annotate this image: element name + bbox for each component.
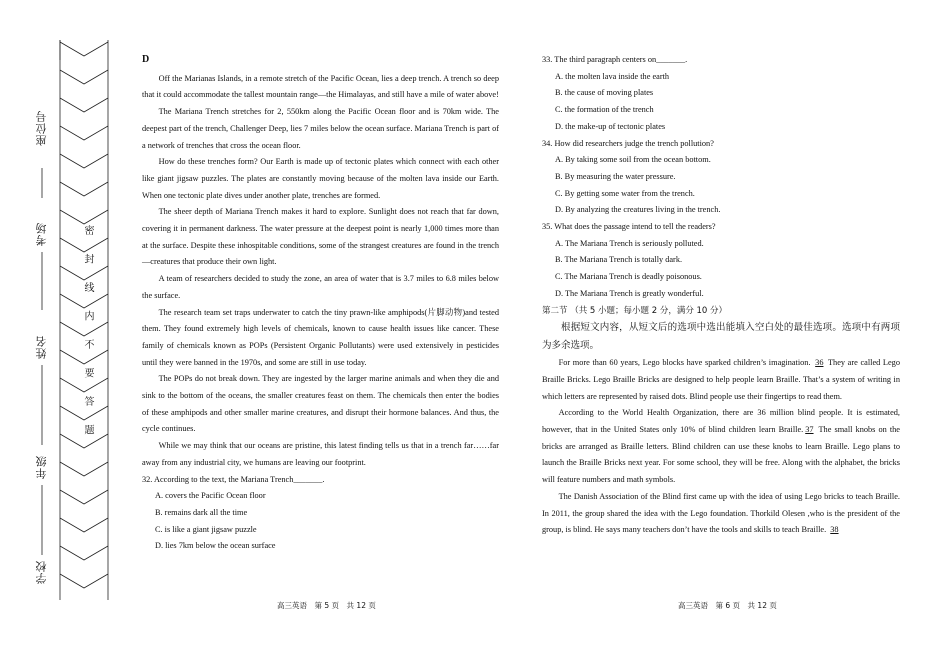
name-line [40, 365, 44, 445]
question-33-option-b: B. the cause of moving plates [555, 88, 654, 98]
question-35-option-c: C. The Mariana Trench is deadly poisonous. [555, 272, 702, 282]
passage-paragraph: While we may think that our oceans are pristine, this latest finding tells us that in a trench far……far away from any industrial city, we humans are leaving our footprint. [142, 441, 499, 467]
passage-paragraph: The POPs do not break down. They are ingested by the larger marine animals and when they die and sink to the bottom of the oceans, the smaller creatures feast on them. The chemicals then enter the bodies of these amphipods and other smaller marine creatures, and disrupt their hormone balances. And thus, the cycle continues. [142, 374, 499, 434]
question-34-option-c: C. By getting some water from the trench. [555, 188, 695, 198]
seat-number-line [40, 168, 44, 198]
binding-margin [0, 0, 120, 650]
text-run: For more than 60 years, Lego blocks have sparked children’s imagination. [558, 358, 814, 368]
question-32-option-a: A. covers the Pacific Ocean floor [155, 491, 266, 501]
passage-paragraph: How do these trenches form? Our Earth is made up of tectonic plates which connect with each other like giant jigsaw puzzles. The plates are constantly moving because of the molten lava inside our Earth. When one tectonic plate dives under another plate, trenches are formed. [142, 157, 499, 200]
passage-paragraph: Off the Marianas Islands, in a remote stretch of the Pacific Ocean, lies a deep trench. A trench so deep that it could accommodate the tallest mountain range—the Himalayas, and still have a mile of water above! [142, 73, 499, 100]
question-34-option-d: D. By analyzing the creatures living in the trench. [555, 205, 721, 215]
question-32-option-d: D. lies 7km below the ocean surface [155, 541, 276, 551]
question-33-option-d: D. the make-up of tectonic plates [555, 121, 666, 131]
binding-chevron-pattern [0, 0, 120, 650]
question-35-stem: 35. What does the passage intend to tell the readers? [542, 222, 716, 232]
exam-room-line [40, 252, 44, 310]
question-32-option-c: C. is like a giant jigsaw puzzle [155, 524, 257, 534]
text-run: They are called Lego Braille Bricks. Lego Braille Bricks are designed to help people learn Braille. That’s a system of writing in which letters are represented by raised dots. Blind people use their fingertips to read them. [542, 358, 900, 401]
passage-paragraph [542, 489, 900, 539]
blank-36[interactable]: 36 [815, 358, 824, 368]
text-run: The small knobs on the bricks are arranged as Braille letters. Blind children can use these knobs to learn Braille. Lego plans to launch the Braille Bricks next year. For some school, they will be free. Along with the alphabet, the bricks will feature numbers and math symbols. [542, 425, 900, 485]
grade-line [40, 485, 44, 555]
passage-heading: D [142, 54, 150, 65]
passage-paragraph [542, 355, 900, 405]
question-34-stem: 34. How did researchers judge the trench pollution? [542, 138, 714, 148]
question-32-stem: 32. According to the text, the Mariana Trench_______. [142, 474, 325, 484]
text-run: The Danish Association of the Blind first came up with the idea of using Lego bricks to teach Braille. In 2011, the group shared the idea with the Lego foundation. Thorkild Olesen ,who is the president of the group, is blind. He says many teachers don’t have the tools and skills to teach Braille. [542, 491, 900, 535]
passage-paragraph: The sheer depth of Mariana Trench makes it hard to explore. Sunlight does not reach that far down, covering it in permanent darkness. The water pressure at the deepest point is nearly 1,000 times more than at the surface. Despite these inhospitable conditions, some of the strangest creatures are found in the trench—creatures that produce their own light. [142, 207, 499, 267]
question-32-option-b: B. remains dark all the time [155, 507, 248, 517]
page-6-column [542, 52, 900, 539]
question-35-option-b: B. The Mariana Trench is totally dark. [555, 255, 683, 265]
page-6-footer: 高三英语 第 6 页 共 12 页 [678, 601, 777, 610]
section-2-title: 第二节 （共 5 小题；每小题 2 分，满分 10 分） [542, 305, 728, 316]
text-run: According to the World Health Organization, there are 36 million blind people. It is estimated, however, that in the United States only 10% of blind children learn Braille. [542, 408, 900, 435]
blank-38[interactable]: 38 [830, 525, 839, 535]
name-label: 姓名 [36, 335, 48, 359]
school-label: 学校 [36, 560, 48, 584]
question-34-option-b: B. By measuring the water pressure. [555, 171, 676, 181]
section-2-instructions: 根据短文内容，从短文后的选项中选出能填入空白处的最佳选项。选项中有两项为多余选项。 [542, 322, 900, 352]
question-34-option-a: A. By taking some soil from the ocean bottom. [555, 155, 711, 165]
grade-label: 年级 [36, 455, 48, 479]
passage-paragraph: The research team set traps underwater to catch the tiny prawn-like amphipods(片脚动物)and tested them. They found extremely high levels of chemicals, known to cause health issues like cancer. These family of chemicals known as POPs (Persistent Organic Pollutants) were used extensively in pesticides until they were banned in the 1970s, and some are still in use today. [142, 307, 499, 367]
question-33-option-c: C. the formation of the trench [555, 105, 654, 115]
passage-paragraph: The Mariana Trench stretches for 2, 550km along the Pacific Ocean floor and is 70km wide. The deepest part of the trench, Challenger Deep, lies 7 miles below the ocean surface. Mariana Trench is part of a network of trenches that cross the ocean floor. [142, 107, 499, 150]
page-5-footer: 高三英语 第 5 页 共 12 页 [277, 601, 376, 610]
passage-paragraph: A team of researchers decided to study the zone, an area of water that is 3.7 miles to 6.8 miles below the surface. [142, 274, 499, 300]
question-35-option-a: A. The Mariana Trench is seriously polluted. [555, 238, 704, 248]
question-33-option-a: A. the molten lava inside the earth [555, 71, 670, 81]
blank-37[interactable]: 37 [805, 425, 814, 435]
seat-number-label: 座位号 [36, 110, 48, 146]
question-35-option-d: D. The Mariana Trench is greatly wonderful. [555, 288, 704, 298]
page-5-column [142, 52, 499, 555]
passage-paragraph [542, 405, 900, 489]
exam-room-label: 考场 [36, 222, 48, 246]
seal-line-warning: 密 封 线 内 不 要 答 题 [82, 225, 93, 443]
question-33-stem: 33. The third paragraph centers on_______. [542, 55, 688, 64]
